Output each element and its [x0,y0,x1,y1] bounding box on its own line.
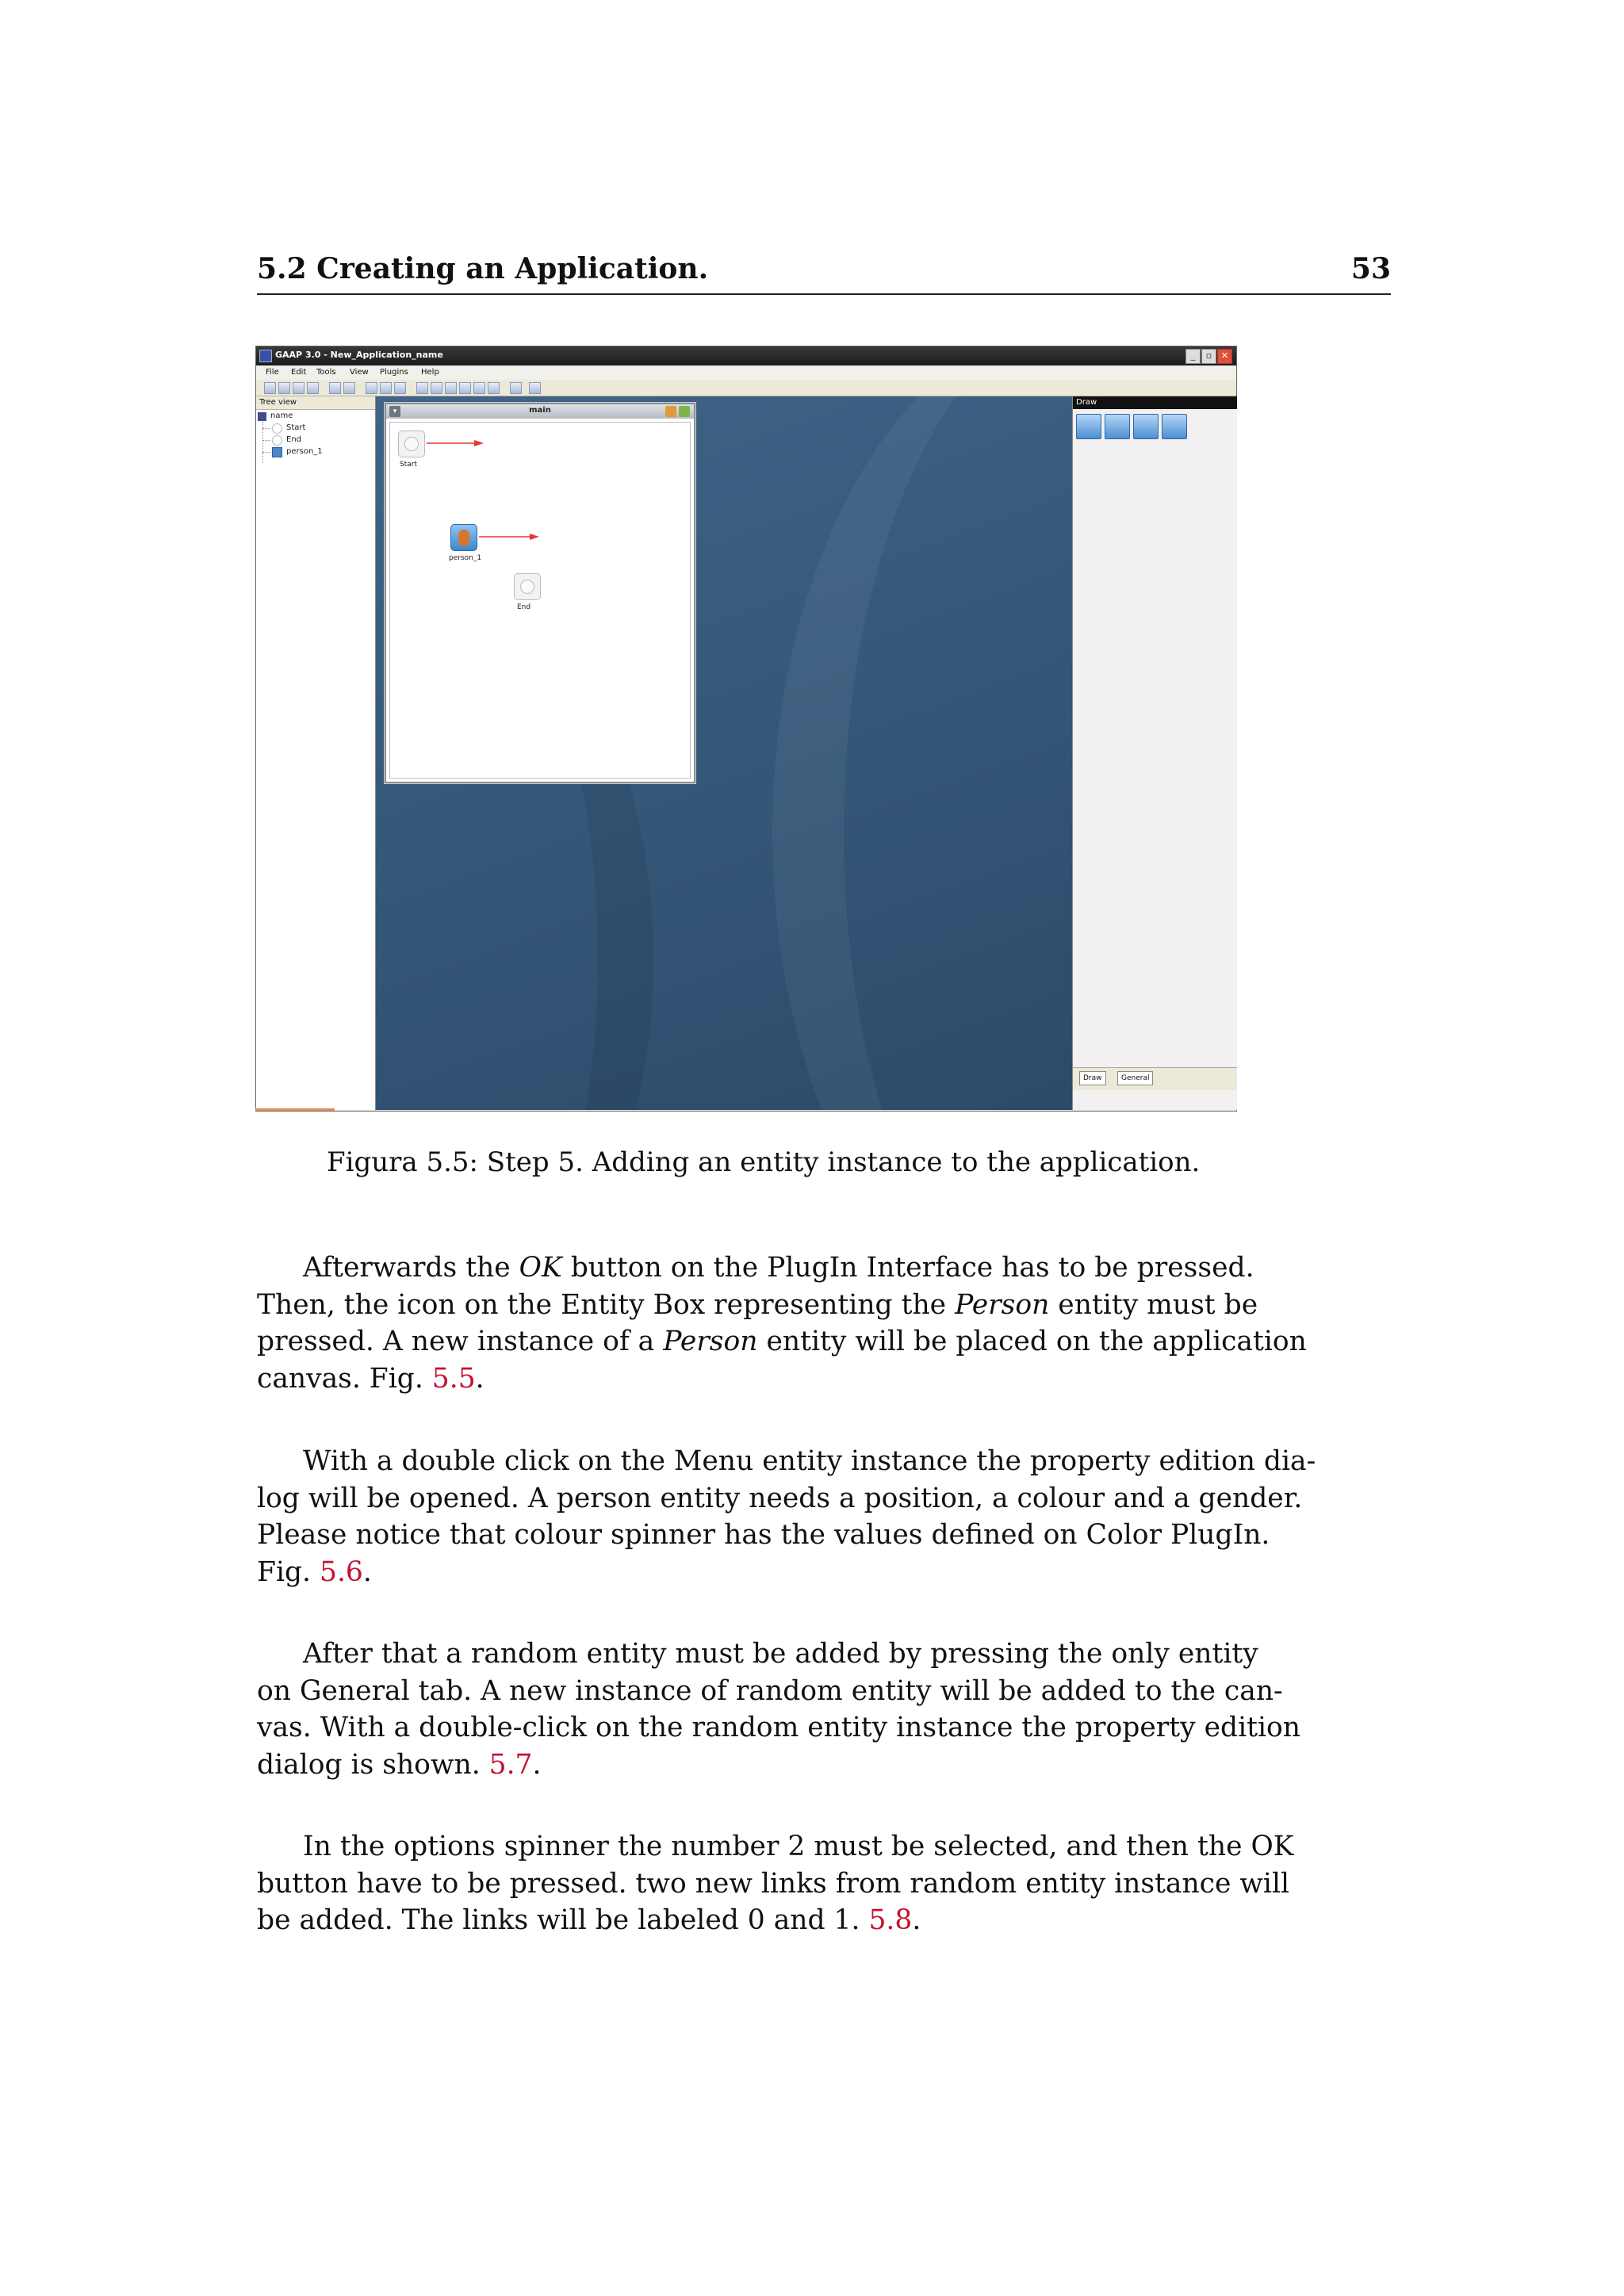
tree-root[interactable]: name [270,411,293,420]
start-link-arrow [427,438,490,448]
figure-caption: Figura 5.5: Step 5. Adding an entity instance to the application. [327,1146,1201,1178]
ok-emphasis: OK [519,1252,562,1284]
tree-view [256,396,376,1110]
menu-plugins[interactable]: Plugins [380,368,408,377]
menu-bar [256,365,1236,381]
start-label: Start [400,461,417,469]
tool-icon[interactable] [488,382,500,394]
end-label: End [517,603,531,611]
menu-tools[interactable]: Tools [316,368,336,377]
link-icon[interactable] [1162,414,1187,439]
window-icon[interactable] [529,382,541,394]
internal-maximize-icon[interactable] [679,406,690,417]
desktop-area [376,396,1072,1110]
copy-icon[interactable] [416,382,428,394]
person-label: person_1 [449,554,482,562]
minimize-icon[interactable]: _ [1185,349,1201,364]
print-preview-icon[interactable] [343,382,355,394]
app-icon [259,350,272,362]
internal-window-title: main [529,406,551,415]
paragraph-2: With a double click on the Menu entity instance the property edition dia- log will be opened. A person entity needs a position, a colour and a gender. Please notice that colour spinner has the values defined on Color PlugIn. Fig. 5.6. [257,1445,1316,1588]
section-title: 5.2 Creating an Application. [257,252,709,285]
figure-ref-5-7[interactable]: 5.7 [488,1748,533,1781]
root-icon [258,412,266,421]
undo-icon[interactable] [510,382,522,394]
cut-icon[interactable] [431,382,442,394]
window-menu-icon[interactable]: ▾ [389,406,400,417]
figure-ref-5-6[interactable]: 5.6 [320,1556,363,1588]
tree-view-header: Tree view [256,396,375,410]
new-icon[interactable] [264,382,276,394]
application-canvas[interactable] [389,422,691,779]
paste-icon[interactable] [445,382,457,394]
person-entity[interactable] [450,524,477,551]
zoom-in-icon[interactable] [366,382,377,394]
page-number: 53 [1350,252,1391,285]
screenshot-bottom-edge [255,1108,335,1111]
toolbar [256,380,1236,396]
zoom-out-icon[interactable] [380,382,392,394]
internal-window-titlebar [386,404,694,419]
tab-general[interactable]: General [1117,1071,1153,1085]
window-title: GAAP 3.0 - New_Application_name [275,350,443,360]
person-emphasis: Person [663,1326,758,1357]
start-node-icon [272,423,282,434]
paragraph-3: After that a random entity must be added by pressing the only entity on General tab. A new instance of random entity will be added to the can- vas. With a double-click on the random entity instance the property edition dialog is shown. 5.7. [257,1638,1300,1781]
running-header [257,252,1391,295]
figure-ref-5-5[interactable]: 5.5 [431,1362,476,1395]
pencil-icon[interactable] [1076,414,1101,439]
menu-view[interactable]: View [350,368,369,377]
edit-icon[interactable] [459,382,471,394]
tree-item-person[interactable]: person_1 [286,447,323,456]
tree-item-end[interactable]: End [286,435,302,444]
start-entity[interactable] [398,430,425,457]
tree-item-start[interactable]: Start [286,423,306,432]
menu-edit[interactable]: Edit [291,368,307,377]
menu-help[interactable]: Help [421,368,439,377]
plugin-icon[interactable] [473,382,485,394]
tab-draw[interactable]: Draw [1079,1071,1106,1085]
restore-icon[interactable]: ▫ [1201,349,1216,364]
person-node-icon [272,447,282,457]
close-icon[interactable]: ✕ [1217,349,1232,364]
hat-icon[interactable] [1105,414,1130,439]
figure-ref-5-8[interactable]: 5.8 [868,1904,913,1936]
draw-panel-header: Draw [1073,396,1237,409]
menu-file[interactable]: File [266,368,279,377]
window-titlebar [256,346,1236,365]
open-icon[interactable] [278,382,290,394]
draw-panel-tabs [1073,1067,1237,1090]
end-entity[interactable] [514,573,541,600]
save-all-icon[interactable] [307,382,319,394]
draw-panel [1072,396,1237,1110]
paragraph-1: Afterwards the OK button on the PlugIn Interface has to be pressed. Then, the icon on the Entity Box representing the Person entity must be pressed. A new instance of a Person entity will be placed on the application canvas. Fig. 5.5. [257,1252,1307,1395]
paragraph-4: In the options spinner the number 2 must be selected, and then the OK button have to be pressed. two new links from random entity instance will be added. The links will be labeled 0 and 1. 5.8. [257,1831,1294,1936]
internal-minimize-icon[interactable] [665,406,676,417]
main-internal-window [385,403,695,783]
end-node-icon [272,435,282,446]
save-icon[interactable] [293,382,304,394]
zoom-fit-icon[interactable] [394,382,406,394]
print-icon[interactable] [329,382,341,394]
app-screenshot [255,346,1237,1112]
person-link-arrow [479,532,546,541]
person-emphasis: Person [955,1288,1050,1321]
person-icon[interactable] [1133,414,1159,439]
